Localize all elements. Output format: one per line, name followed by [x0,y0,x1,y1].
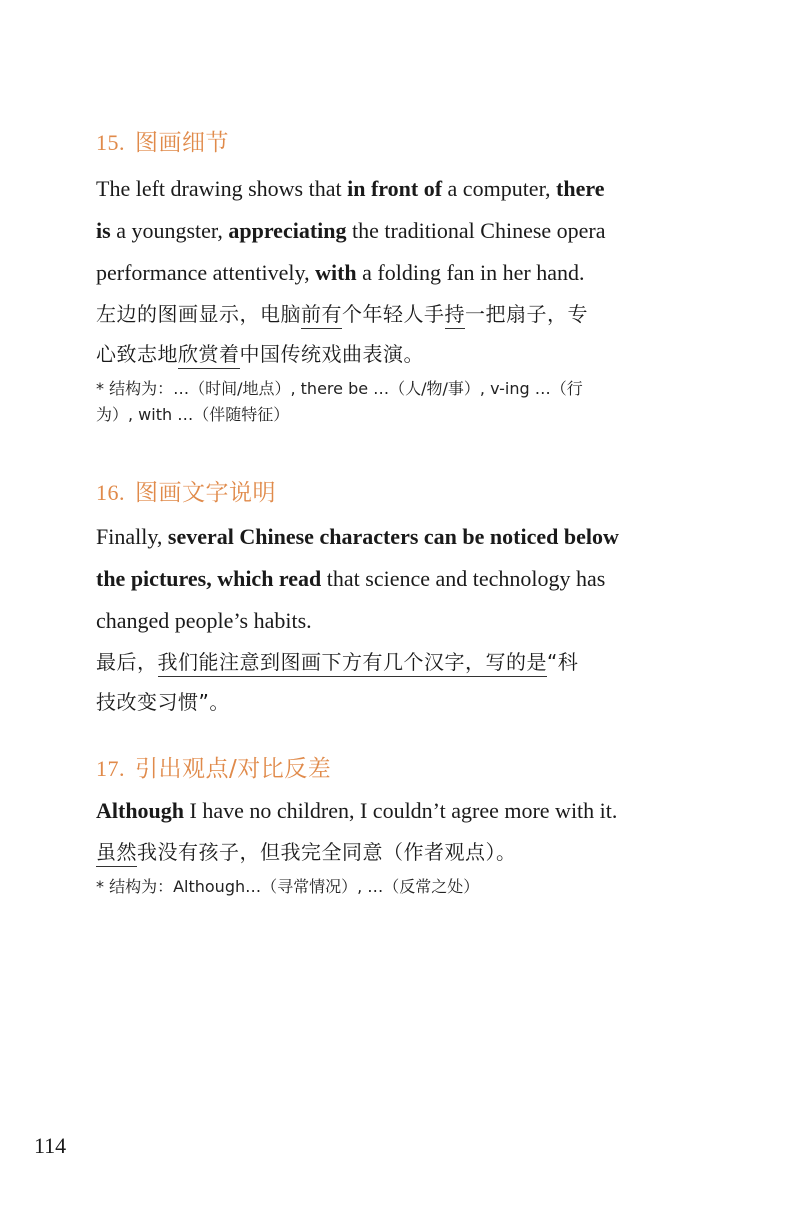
section-16 [96,478,681,722]
bold-phrase: is [96,218,111,243]
text-run: The left drawing shows that [96,176,348,201]
section-heading [96,754,681,784]
text-run: 一把扇子，专 [465,302,588,326]
english-line [96,516,681,558]
text-run: 左边的图画显示，电脑 [96,302,301,326]
text-run: “科 [547,650,579,674]
structure-note: * 结构为：Although…（寻常情况）, …（反常之处） [96,877,480,896]
bold-phrase: appreciating [228,218,347,243]
text-run: 最后， [96,650,158,674]
text-run: 我没有孩子，但我完全同意（作者观点）。 [137,840,517,864]
english-line [96,600,681,642]
structure-note: * 结构为：…（时间/地点）, there be …（人/物/事）, v-ing …（行 [96,379,583,398]
text-run: Finally, [96,524,168,549]
text-run: that science and technology has [321,566,606,591]
text-run: changed people’s habits. [96,608,312,633]
underlined-phrase: 虽然 [96,840,137,867]
section-title: 图画细节 [135,130,229,156]
page-number: 114 [34,1133,67,1158]
english-line [96,558,681,600]
bold-phrase: several Chinese characters can be noticed below [167,524,619,549]
text-run: 中国传统戏曲表演。 [239,342,424,366]
text-run: a folding fan in her hand. [356,260,585,285]
bold-phrase: Although [96,798,185,823]
text-run: the traditional Chinese opera [346,218,606,243]
underlined-phrase: 持 [445,302,466,329]
section-title: 图画文字说明 [135,480,276,506]
english-line [96,210,681,252]
text-run: performance attentively, [96,260,316,285]
structure-note: 为）, with …（伴随特征） [96,405,290,424]
chinese-line [96,682,681,722]
text-run: 心致志地 [96,342,178,366]
section-number: 16. [96,480,125,505]
section-heading [96,128,681,158]
section-number: 15. [96,130,125,155]
english-line [96,790,681,832]
english-line [96,252,681,294]
underlined-phrase: 欣赏着 [178,342,240,369]
text-run: a computer, [442,176,557,201]
english-line [96,168,681,210]
text-run: a youngster, [110,218,229,243]
bold-phrase: the pictures, which read [96,566,322,591]
text-run: 技改变习惯”。 [96,690,230,714]
section-number: 17. [96,756,125,781]
text-run: I have no children, I couldn’t agree more with it. [184,798,618,823]
bold-phrase: with [315,260,357,285]
chinese-line [96,294,681,334]
chinese-line [96,832,681,872]
bold-phrase: there [556,176,605,201]
section-15 [96,128,681,428]
underlined-phrase: 我们能注意到图画下方有几个汉字，写的是 [158,650,548,677]
section-title: 引出观点/对比反差 [135,756,332,782]
chinese-line [96,334,681,374]
bold-phrase: in front of [347,176,443,201]
section-heading [96,478,681,508]
chinese-line [96,642,681,682]
text-run: 个年轻人手 [342,302,445,326]
section-17 [96,754,681,900]
underlined-phrase: 前有 [301,302,342,329]
